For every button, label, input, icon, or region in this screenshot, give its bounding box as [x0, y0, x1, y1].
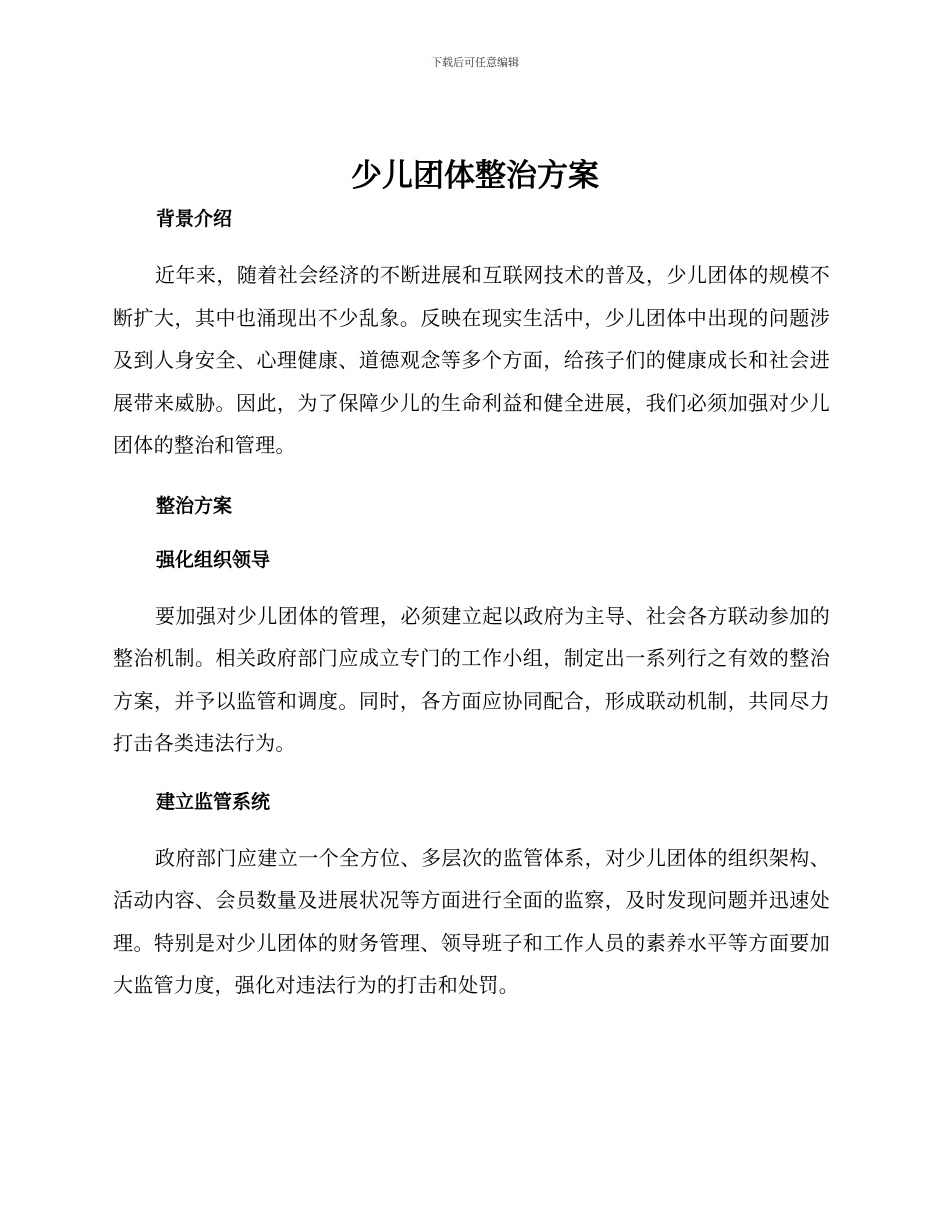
paragraph-background: 近年来，随着社会经济的不断进展和互联网技术的普及，少儿团体的规模不断扩大，其中也涌现出不少乱象。反映在现实生活中，少儿团体中出现的问题涉及到人身安全、心理健康、道德观念等多个方面，给孩子们的健康成长和社会进展带来威胁。因此，为了保障少儿的生命利益和健全进展，我们必须加强对少儿团体的整治和管理。	[113, 263, 830, 457]
section-heading-organization: 强化组织领导	[156, 548, 271, 571]
header-note: 下载后可任意编辑	[431, 56, 519, 69]
section-heading-plan: 整治方案	[156, 494, 233, 517]
section-heading-background: 背景介绍	[156, 208, 233, 230]
paragraph-organization: 要加强对少儿团体的管理，必须建立起以政府为主导、社会各方联动参加的整治机制。相关政府部门应成立专门的工作小组，制定出一系列行之有效的整治方案，并予以监管和调度。同时，各方面应协同配合，形成联动机制，共同尽力打击各类违法行为。	[113, 603, 830, 755]
document-title: 少儿团体整治方案	[351, 158, 599, 194]
section-heading-supervision: 建立监管系统	[156, 790, 271, 813]
paragraph-supervision: 政府部门应建立一个全方位、多层次的监管体系，对少儿团体的组织架构、活动内容、会员数量及进展状况等方面进行全面的监察，及时发现问题并迅速处理。特别是对少儿团体的财务管理、领导班子和工作人员的素养水平等方面要加大监管力度，强化对违法行为的打击和处罚。	[113, 845, 830, 997]
document-body	[113, 204, 830, 1007]
